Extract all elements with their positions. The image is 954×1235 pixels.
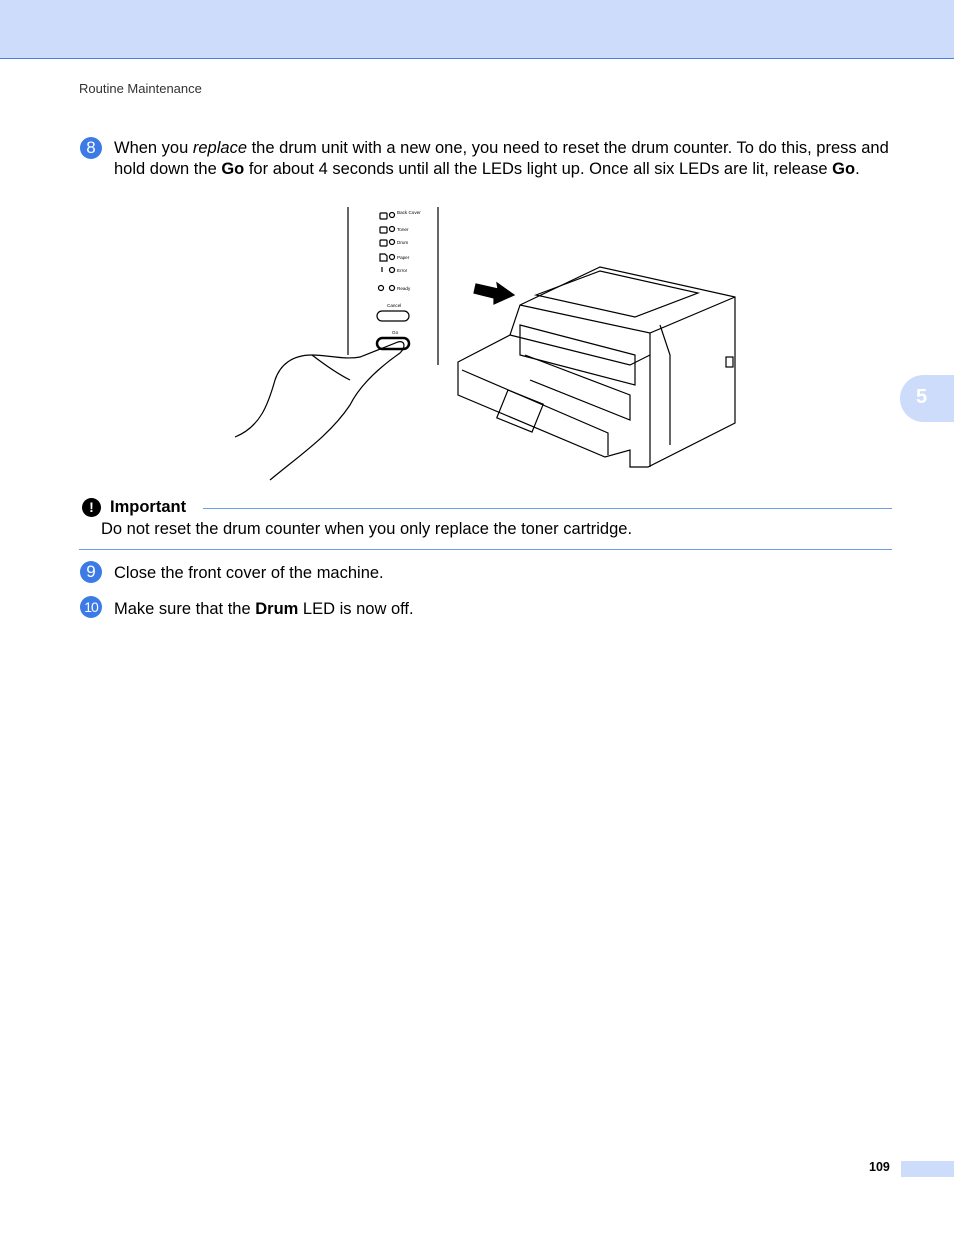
header-band bbox=[0, 0, 954, 59]
step-8-text: When you replace the drum unit with a new one, you need to reset the drum counter. To do this, press and hold down the Go for about 4 seconds until all the LEDs light up. Once all six LEDs are lit, release Go. bbox=[114, 139, 889, 178]
step-9-text: Close the front cover of the machine. bbox=[114, 564, 384, 582]
important-rule-top bbox=[203, 508, 892, 509]
panel-label-paper: Paper bbox=[397, 255, 410, 260]
panel-label-back-cover: Back Cover bbox=[397, 210, 421, 215]
important-title: Important bbox=[110, 498, 187, 516]
step-10-number-icon: 10 bbox=[80, 596, 102, 618]
step-8-number-icon: 8 bbox=[80, 137, 102, 159]
footer-band bbox=[901, 1161, 954, 1177]
panel-label-error: Error bbox=[397, 268, 408, 273]
printer-control-panel-illustration bbox=[230, 205, 750, 485]
panel-label-ready: Ready bbox=[397, 286, 411, 291]
step-9-number-icon: 9 bbox=[80, 561, 102, 583]
important-rule-bottom bbox=[79, 549, 892, 550]
step-10-text: Make sure that the Drum LED is now off. bbox=[114, 600, 414, 618]
chapter-number: 5 bbox=[916, 386, 928, 408]
important-text: Do not reset the drum counter when you only replace the toner cartridge. bbox=[101, 520, 633, 538]
chapter-tab bbox=[900, 375, 954, 422]
panel-label-toner: Toner bbox=[397, 227, 409, 232]
page-number: 109 bbox=[869, 1160, 890, 1174]
section-title: Routine Maintenance bbox=[79, 81, 202, 96]
important-icon: ! bbox=[82, 498, 101, 517]
panel-label-go: Go bbox=[392, 330, 399, 335]
panel-label-drum: Drum bbox=[397, 240, 409, 245]
panel-label-cancel: Cancel bbox=[387, 303, 402, 308]
